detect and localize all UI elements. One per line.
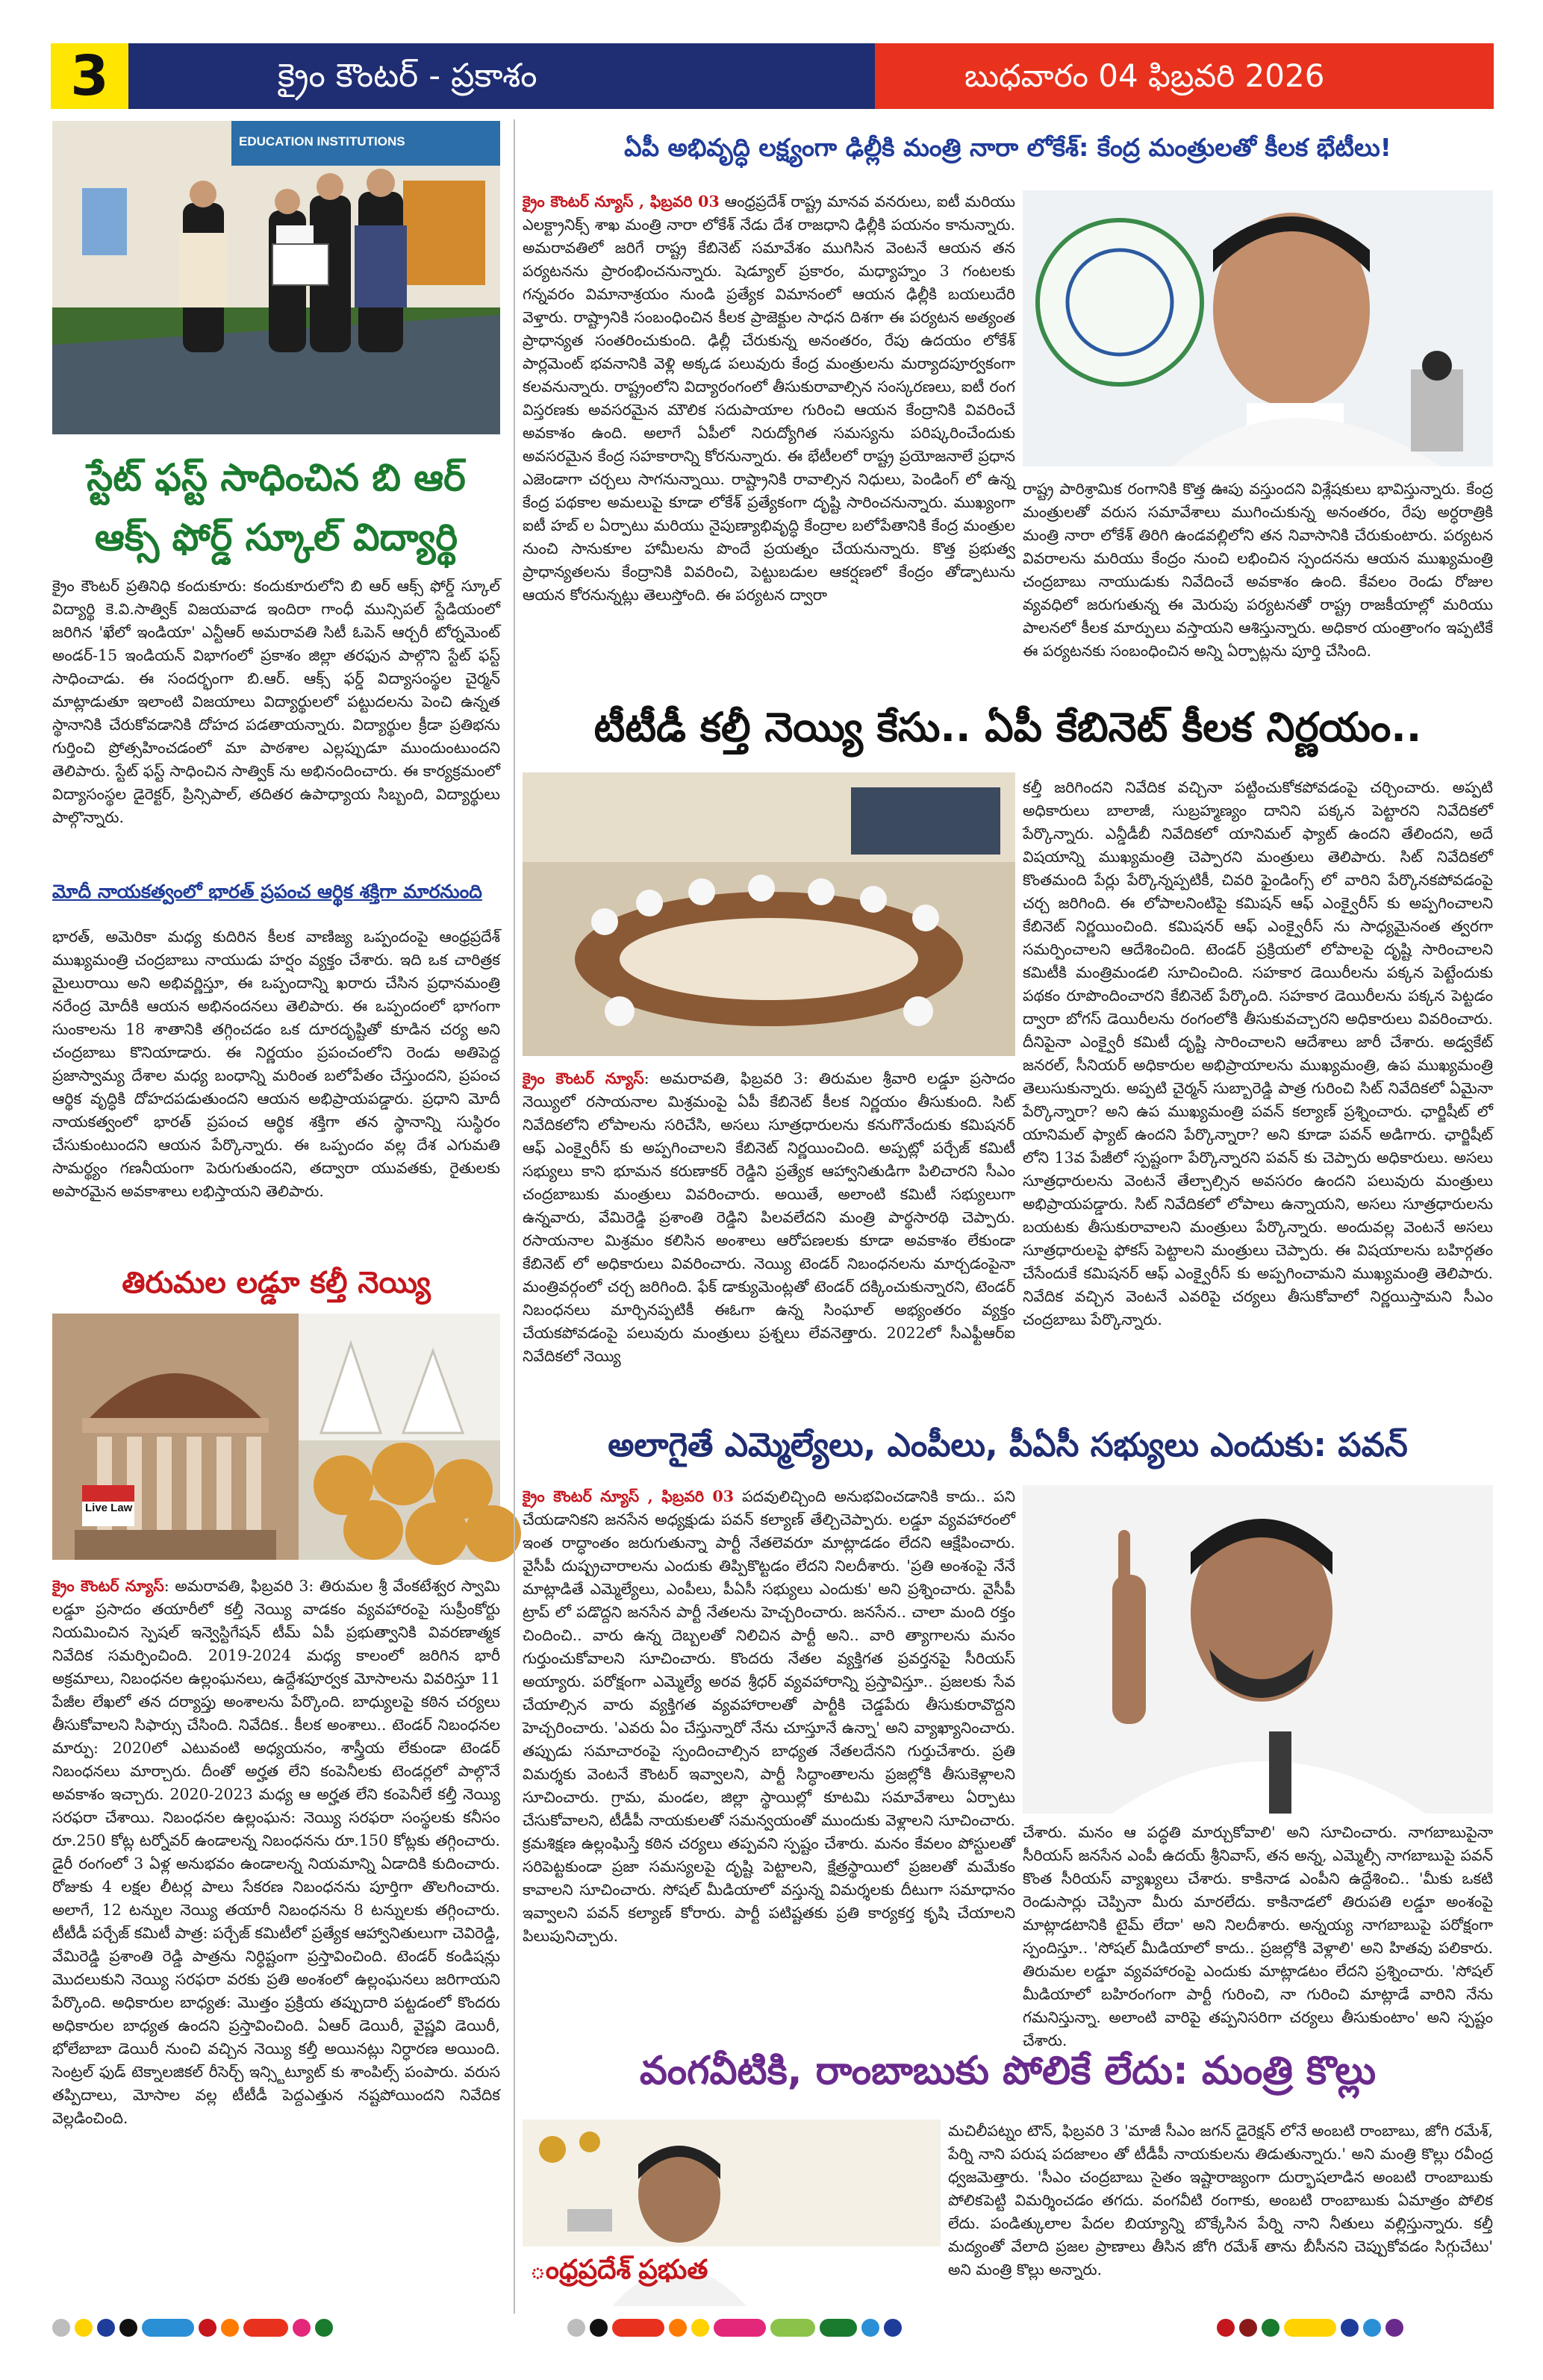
school-headline: స్టేట్ ఫస్ట్ సాధించిన బి ఆర్ ఆక్స్ ఫోర్డ్ స్కూల్ విద్యార్థి — [87, 456, 466, 559]
pawan-byline: క్రైం కౌంటర్ న్యూస్ , ఫిబ్రవరి 03 — [523, 1487, 735, 1505]
laddu-body — [52, 1575, 500, 2314]
laddu-headline: తిరుమల లడ్డూ కల్తీ నెయ్యి — [122, 1266, 431, 1300]
ttd-cabinet-text-left: : అమరావతి, ఫిబ్రవరి 3: తిరుమల శ్రీవారి లడ్డూ ప్రసాదం నెయ్యిలో రసాయనాల మిశ్రమంపై ఏపీ కేబినెట్ కీలక నిర్ణయం తీసుకుంది. సిట్ నివేదికలోని లోపాలను సరిచేసి, అసలు సూత్రధారులను కనుగొనేందుకు కమిషనర్ ఆఫ్ ఎంక్వైరీస్ కు అప్పగించాలని కేబినెట్ నిర్ణయించింది. అప్పట్లో పర్చేజ్ కమిటీ సభ్యులు కాని భూమన కరుణాకర్ రెడ్డిని ప్రత్యేక ఆహ్వానితుడిగా పిలిచారని సీఎం చంద్రబాబుకు మంత్రులు వివరించారు. అయితే, అలాంటి కమిటీ సభ్యులుగా ఉన్నవారు, వేమిరెడ్డి ప్రశాంతి రెడ్డిని పిలవలేదని మంత్రి పార్థసారథి చెప్పారు. రసాయనాల మిశ్రమం కలిసిన అంశాలు ఆరోపణలకు కూడా అవకాశం లేకుండా కేబినెట్ లో అధికారులు వివరించారు. నెయ్యి టెండర్ నిబంధనలను మార్చడంపైనా మంత్రివర్గంలో చర్చ జరిగింది. ఫేక్ డాక్యుమెంట్లతో టెండర్ దక్కించుకున్నారని, టెండర్ నిబంధనలు మార్చినప్పటికీ ఈఓగా ఉన్న సింఘాల్ అభ్యంతరం వ్యక్తం చేయకపోవడంపై పలువురు మంత్రులు ప్రశ్నలు లేవనెత్తారు. 2022లో సీఎఫ్టీఆర్ఐ నివేదికలో నెయ్యి — [523, 1069, 1015, 1365]
color-strip-middle — [567, 2318, 902, 2337]
laddu-court-photo — [52, 1314, 500, 1560]
ttd-cabinet-headline: టీటీడీ కల్తీ నెయ్యి కేసు.. ఏపీ కేబినెట్ కీలక నిర్ణయం.. — [593, 704, 1422, 751]
lokesh-body-right: రాష్ట్ర పారిశ్రామిక రంగానికి కొత్త ఊపు వస్తుందని విశ్లేషకులు భావిస్తున్నారు. కేంద్ర మంత్రులతో వరుస సమావేశాలు ముగించుకున్న అనంతరం, రేపు అర్ధరాత్రికి మంత్రి నారా లోకేశ్ తిరిగి ఉండవల్లిలోని తన నివాసానికి చేరుకుంటారు. పర్యటన వివరాలను మరియు కేంద్రం నుంచి లభించిన స్పందనను ఆయన ముఖ్యమంత్రి చంద్రబాబు నాయుడుకు నివేదించే అవకాశం ఉంది. కేవలం రెండు రోజుల వ్యవధిలో జరుగుతున్న ఈ మెరుపు పర్యటనతో రాష్ట్ర రాజకీయాల్లో మరియు పాలనలో కీలక మార్పులు వస్తాయని ఆశిస్తున్నారు. అధికార యంత్రాంగం ఇప్పటికే ఈ పర్యటనకు సంబంధించిన అన్ని ఏర్పాట్లను పూర్తి చేసింది. — [1023, 480, 1493, 660]
color-strip-left — [52, 2318, 333, 2337]
ttd-cabinet-byline: క్రైం కౌంటర్ న్యూస్ — [523, 1069, 644, 1087]
column-divider — [514, 119, 515, 2314]
laddu-byline: క్రైం కౌంటర్ న్యూస్ — [52, 1577, 164, 1595]
banner-text: ంధ్రప్రదేశ్ ప్రభుత — [530, 2254, 708, 2284]
modi-subhead: మోదీ నాయకత్వంలో భారత్ ప్రపంచ ఆర్థిక శక్తిగా మారనుంది — [52, 881, 482, 902]
pawan-headline: అలాగైతే ఎమ్మెల్యేలు, ఎంపీలు, పీఏసీ సభ్యులు ఎందుకు: పవన్ — [608, 1426, 1408, 1464]
pawan-text-left: పదవులిచ్చింది అనుభవించడానికి కాదు.. పని చేయడానికని జనసేన అధ్యక్షుడు పవన్ కల్యాణ్ తేల్చిచెప్పారు. లడ్డూ వ్యవహారంలో ఇంత రాద్ధాంతం జరుగుతున్నా పార్టీ నేతలెవరూ మాట్లాడడం లేదని ఆక్షేపించారు. వైసీపీ దుష్ప్రచారాలను ఎందుకు తిప్పికొట్టడం లేదని నిలదీశారు. 'ప్రతి అంశంపై నేనే మాట్లాడితే ఎమ్మెల్యేలు, ఎంపీలు, పీఏసీ సభ్యులు ఎందుకు' అని ప్రశ్నించారు. వైసీపీ ట్రాప్ లో పడొద్దని జనసేన పార్టీ నేతలను హెచ్చరించారు. జనసేన.. చాలా మంది రక్తం చిందించి.. వారు ఉన్న దెబ్బలతో నిలిచిన పార్టీ అని.. వారి త్యాగాలను మనం గుర్తుంచుకోవాలని సూచించారు. కొందరు నేతల వ్యక్తిగత ప్రవర్తనపై సీరియస్ అయ్యారు. పరోక్షంగా ఎమ్మెల్యే అరవ శ్రీధర్ వ్యవహారాన్ని ప్రస్తావిస్తూ.. ప్రజలకు సేవ చేయాల్సిన వారు వ్యక్తిగత వ్యవహారాలతో పార్టీకి చెడ్డపేరు తీసుకురావొద్దని హెచ్చరించారు. 'ఎవరు ఏం చేస్తున్నారో నేను చూస్తూనే ఉన్నా' అని వ్యాఖ్యానించారు. తప్పుడు సమాచారంపై స్పందించాల్సిన బాధ్యత నేతలదేనని గుర్తుచేశారు. ప్రతి విమర్శకు వెంటనే కౌంటర్ ఇవ్వాలని, పార్టీ సిద్ధాంతాలను ప్రజల్లోకి తీసుకెళ్లాలని సూచించారు. గ్రామ, మండల, జిల్లా స్థాయిల్లో కూటమి సమావేశాలు ఏర్పాటు చేసుకోవాలని, టీడీపీ నాయకులతో సమన్వయంతో ముందుకు వెళ్లాలని సూచించారు. క్రమశిక్షణ ఉల్లంఘిస్తే కఠిన చర్యలు తప్పవని స్పష్టం చేశారు. మనం కేవలం పోస్టులతో సరిపెట్టకుండా ప్రజా సమస్యలపై దృష్టి పెట్టాలని, క్షేత్రస్థాయిలో ప్రజలతో మమేకం కావాలని సూచించారు. సోషల్ మీడియాలో వస్తున్న విమర్శలకు దీటుగా సమాధానం ఇవ్వాలని పవన్ కల్యాణ్ కోరారు. పార్టీ పటిష్టతకు ప్రతి కార్యకర్త కృషి చేయాలని పిలుపునిచ్చారు. — [523, 1487, 1015, 1945]
live-law-label: Live Law — [85, 1502, 133, 1514]
masthead — [51, 43, 1494, 109]
cabinet-meeting-photo — [523, 772, 1015, 1056]
lokesh-body-left — [523, 190, 1015, 660]
modi-body: భారత్, అమెరికా మధ్య కుదిరిన కీలక వాణిజ్య ఒప్పందంపై ఆంధ్రప్రదేశ్ ముఖ్యమంత్రి చంద్రబాబు నాయుడు హర్షం వ్యక్తం చేశారు. ఇది ఒక చారిత్రక మైలురాయి అని అభివర్ణిస్తూ, ఈ ఒప్పందాన్ని ఖరారు చేసిన ప్రధానమంత్రి నరేంద్ర మోదీకి ఆయన అభినందనలు తెలిపారు. ఈ ఒప్పందంలో భాగంగా సుంకాలను 18 శాతానికి తగ్గించడం ఒక దూరదృష్టితో కూడిన చర్య అని చంద్రబాబు కొనియాడారు. ఈ నిర్ణయం ప్రపంచంలోని రెండు అతిపెద్ద ప్రజాస్వామ్య దేశాల మధ్య బంధాన్ని మరింత బలోపేతం చేస్తుందని, ప్రపంచ ఆర్థిక వృద్ధికి దోహదపడుతుందని ఆయన అభిప్రాయపడ్డారు. ప్రధాని మోదీ నాయకత్వంలో భారత్ ప్రపంచ ఆర్థిక శక్తిగా తన స్థానాన్ని సుస్థిరం చేసుకుంటుందని ఆయన పేర్కొన్నారు. ఈ ఒప్పందం వల్ల దేశ ఎగుమతి సామర్థ్యం గణనీయంగా పెరుగుతుందని, తద్వారా యువతకు, రైతులకు అపారమైన అవకాశాలు లభిస్తాయని తెలిపారు. — [52, 928, 500, 1200]
paper-title: క్రైం కౌంటర్ - ప్రకాశం — [128, 43, 875, 109]
ttd-cabinet-body-right: కల్తీ జరిగిందని నివేదిక వచ్చినా పట్టించుకోకపోవడంపై చర్చించారు. అప్పటి అధికారులు బాలాజీ, సుబ్రహ్మణ్యం దానిని పక్కన పెట్టారని నివేదికలో పేర్కొన్నారు. ఎన్డీడీబీ నివేదికలో యానిమల్ ఫ్యాట్ ఉందని తేలిందని, అదే విషయాన్ని ముఖ్యమంత్రి చెప్పారని మంత్రులు తెలిపారు. సిట్ నివేదికలో కొంతమంది పేర్లు పేర్కొన్నప్పటికీ, చివరి ఫైండింగ్స్ లో వారిని పేర్కొనకపోవడంపై చర్చ జరిగింది. ఈ లోపాలనింటిపై కమిషన్ ఆఫ్ ఎంక్వైరీస్ కు అప్పగించాలని కేబినెట్ నిర్ణయించింది. కమిషనర్ ఆఫ్ ఎంక్వైరీస్ ను సాధ్యమైనంత త్వరగా సమర్పించాలని ఆదేశించింది. టెండర్ ప్రక్రియలో లోపాలపై దృష్టి సారించాలని కమిటీకి మంత్రిమండలి సూచించింది. సహకార డెయిరీలను పక్కన పెట్టేందుకు పథకం రూపొందించారని కేబినెట్ పేర్కొంది. సహకార డెయిరీలను పక్కన పెట్టడం ద్వారా బోగస్ డెయిరీలను రంగంలోకి తీసుకువచ్చారని అధికారులు వివరించారు. దీనిపైనా ఎంక్వైరీ కమిటీ దృష్టి సారించాలని ఆదేశాలు జారీ చేశారు. అడ్వకేట్ జనరల్, సీనియర్ అధికారుల అభిప్రాయాలను ముఖ్యమంత్రి, ఉప ముఖ్యమంత్రి తెలుసుకున్నారు. అప్పటి చైర్మన్ సుబ్బారెడ్డి పాత్ర గురించి సిట్ నివేదికలో ఏమైనా పేర్కొన్నారా? అని ఉప ముఖ్యమంత్రి పవన్ కల్యాణ్ ప్రశ్నించారు. ఛార్జిషీట్ లో యానిమల్ ఫ్యాట్ ఉందని పేర్కొన్నారా? అని కూడా పవన్ అడిగారు. ఛార్జిషీట్ లోని 13వ పేజీలో స్పష్టంగా పేర్కొన్నారని పవన్ కు చెప్పారు అధికారులు. అసలు సూత్రధారులను వెంటనే తేల్చాల్సిన అవసరం ఉందని పలువురు మంత్రులు అభిప్రాయపడ్డారు. సిట్ నివేదికలో లోపాలు ఉన్నాయని, అసలు సూత్రధారులను బయటకు తీసుకురావాలని మంత్రులు పేర్కొన్నారు. అందువల్ల వెంటనే అసలు సూత్రధారులపై ఫోకస్ పెట్టాలని మంత్రులు చెప్పారు. ఈ విషయాలను బహిర్గతం చేసేందుకే కమిషనర్ ఆఫ్ ఎంక్వైరీస్ కు అప్పగించామని ముఖ్యమంత్రి తెలిపారు. నివేదిక వచ్చిన వెంటనే ఎవరిపై చర్యలు తీసుకోవాలో నిర్ణయిస్తామని సీఎం చంద్రబాబు పేర్కొన్నారు. — [1023, 778, 1493, 1328]
minister-kollu-photo — [523, 2120, 941, 2306]
pawan-body-right: చేశారు. మనం ఆ పద్ధతి మార్చుకోవాలి' అని సూచించారు. నాగబాబుపైనా సీరియస్ జనసేన ఎంపీ ఉదయ్ శ్రీనివాస్, తన అన్న, ఎమ్మెల్సీ నాగబాబుపై పవన్ కొంత సీరియస్ వ్యాఖ్యలు చేశారు. కాకినాడ ఎంపీని ఉద్దేశించి.. 'మీకు ఒకటి రెండుసార్లు చెప్పినా మీరు మారలేదు. కాకినాడలో తిరుపతి లడ్డూ అంశంపై మాట్లాడటానికి టైమ్ లేదా' అని నిలదీశారు. అన్నయ్య నాగబాబుపై పరోక్షంగా స్పందిస్తూ.. 'సోషల్ మీడియాలో కాదు.. ప్రజల్లోకి వెళ్లాలి' అని హితవు పలికారు. తిరుమల లడ్డూ వ్యవహారంపై ఎందుకు మాట్లాడటం లేదని ప్రశ్నించారు. 'సోషల్ మీడియాలో బహిరంగంగా పార్టీ గురించి, నా గురించి మాట్లాడే వారిని నేను గమనిస్తున్నా. అలాంటి వారిపై తప్పనిసరిగా చర్యలు తీసుకుంటాం' అని స్పష్టం చేశారు. — [1023, 1823, 1493, 2049]
lokesh-photo — [1023, 190, 1493, 466]
lokesh-headline: ఏపీ అభివృద్ధి లక్ష్యంగా ఢిల్లీకి మంత్రి నారా లోకేశ్: కేంద్ర మంత్రులతో కీలక భేటీలు! — [624, 133, 1391, 162]
color-strip-right — [1217, 2318, 1403, 2337]
pawan-body-left — [523, 1485, 1015, 2030]
lokesh-text-left: ఆంధ్రప్రదేశ్ రాష్ట్ర మానవ వనరులు, ఐటీ మరియు ఎలక్ట్రానిక్స్ శాఖ మంత్రి నారా లోకేశ్ నేడు దేశ రాజధాని ఢిల్లీకి పయనం కానున్నారు. అమరావతిలో జరిగే రాష్ట్ర కేబినెట్ సమావేశం ముగిసిన వెంటనే ఆయన తన పర్యటనను ప్రారంభించనున్నారు. షెడ్యూల్ ప్రకారం, మధ్యాహ్నం 3 గంటలకు గన్నవరం విమానాశ్రయం నుండి ప్రత్యేక విమానంలో ఆయన ఢిల్లీకి బయలుదేరి వెళ్తారు. రాష్ట్రానికి సంబంధించిన కీలక ప్రాజెక్టుల సాధన దిశగా ఈ పర్యటన అత్యంత ప్రాధాన్యత సంతరించుకుంది. ఢిల్లీ చేరుకున్న అనంతరం, రేపు ఉదయం లోకేశ్ పార్లమెంట్ భవనానికి వెళ్లి అక్కడ పలువురు కేంద్ర మంత్రులను మర్యాదపూర్వకంగా కలవనున్నారు. రాష్ట్రంలోని విద్యారంగంలో తీసుకురావాల్సిన సంస్కరణలు, ఐటీ రంగ విస్తరణకు అవసరమైన మౌలిక సదుపాయాల గురించి ఆయన కేంద్రానికి వివరించే అవకాశం ఉంది. అలాగే ఏపీలో నిరుద్యోగిత సమస్యను పరిష్కరించేందుకు అవసరమైన కేంద్ర సహకారాన్ని కోరనున్నారు. ఈ భేటీలలో రాష్ట్ర ప్రయోజనాలే ప్రధాన ఎజెండాగా చర్చలు సాగనున్నాయి. రాష్ట్రానికి రావాల్సిన నిధులు, పెండింగ్ లో ఉన్న కేంద్ర పథకాల అమలుపై కూడా లోకేశ్ ప్రత్యేకంగా దృష్టి సారించనున్నారు. ముఖ్యంగా ఐటీ హబ్ ల ఏర్పాటు మరియు నైపుణ్యాభివృద్ధి కేంద్రాల బలోపేతానికి కేంద్ర మంత్రుల నుంచి సానుకూల హామీలను పొందే ప్రయత్నం చేయనున్నారు. కొత్త ప్రభుత్వ ప్రాధాన్యతలను కేంద్రానికి వివరించి, పెట్టుబడుల ఆకర్షణలో కేంద్రం తోడ్పాటును ఆయన కోరనున్నట్లు తెలుస్తోంది. ఈ పర్యటన ద్వారా — [523, 193, 1015, 604]
vangaveeti-headline: వంగవీటికి, రాంబాబుకు పోలికే లేదు: మంత్రి కొల్లు — [639, 2049, 1377, 2093]
lokesh-byline: క్రైం కౌంటర్ న్యూస్ , ఫిబ్రవరి 03 — [523, 193, 720, 210]
issue-date: బుధవారం 04 ఫిబ్రవరి 2026 — [875, 43, 1494, 109]
school-body: క్రైం కౌంటర్ ప్రతినిధి కందుకూరు: కందుకూరులోని బి ఆర్ ఆక్స్ ఫోర్డ్ స్కూల్ విద్యార్థి కె.వి.సాత్విక్ విజయవాడ ఇందిరా గాంధీ మున్సిపల్ స్టేడియంలో జరిగిన 'ఖేలో ఇండియా' ఎన్టీఆర్ అమరావతి సిటీ ఓపెన్ ఆర్చరీ టోర్నమెంట్ అండర్-15 ఇండియన్ విభాగంలో ప్రకాశం జిల్లా తరఫున పాల్గొని స్టేట్ ఫస్ట్ సాధించాడు. ఈ సందర్భంగా బి.ఆర్. ఆక్స్ ఫర్డ్ విద్యాసంస్థల చైర్మన్ మాట్లాడుతూ ఇలాంటి విజయాలు విద్యార్థులలో పట్టుదలను పెంచి ఉన్నత స్థానానికి చేరుకోవడానికి దోహద పడతాయన్నారు. విద్యార్థుల క్రీడా ప్రతిభను గుర్తించి ప్రోత్సహించడంలో మా పాఠశాల ఎల్లప్పుడూ ముందుంటుందని తెలిపారు. స్టేట్ ఫస్ట్ సాధించిన సాత్విక్ ను అభినందించారు. ఈ కార్యక్రమంలో విద్యాసంస్థల డైరెక్టర్, ప్రిన్సిపాల్, తదితర ఉపాధ్యాయ సిబ్బంది, విద్యార్థులు పాల్గొన్నారు. — [52, 577, 500, 826]
page-number: 3 — [51, 43, 128, 109]
laddu-text: : అమరావతి, ఫిబ్రవరి 3: తిరుమల శ్రీ వేంకటేశ్వర స్వామి లడ్డూ ప్రసాదం తయారీలో కల్తీ నెయ్యి వాడకం వ్యవహారంపై సుప్రీంకోర్టు నియమించిన స్పెషల్ ఇన్వెస్టిగేషన్ టీమ్ ఏపీ ప్రభుత్వానికి వివరణాత్మక నివేదిక సమర్పించింది. 2019-2024 మధ్య కాలంలో జరిగిన భారీ అక్రమాలు, నిబంధనల ఉల్లంఘనలు, ఉద్దేశపూర్వక మోసాలను వివరిస్తూ 11 పేజీల లేఖలో తన దర్యాప్తు అంశాలను పేర్కొంది. బాధ్యులపై కఠిన చర్యలు తీసుకోవాలని సిఫార్సు చేసింది. నివేదిక.. కీలక అంశాలు.. టెండర్ నిబంధనల మార్పు: 2020లో ఎటువంటి అధ్యయనం, శాస్త్రీయ లేకుండా టెండర్ నిబంధనలు మార్చారు. దీంతో అర్హత లేని కంపెనీలకు టెండర్లలో పాల్గొనే అవకాశం ఇచ్చారు. 2020-2023 మధ్య ఆ అర్హత లేని కంపెనీలే కల్తీ నెయ్యి సరఫరా చేశాయి. నిబంధనల ఉల్లంఘన: నెయ్యి సరఫరా సంస్థలకు కనీసం రూ.250 కోట్ల టర్నోవర్ ఉండాలన్న నిబంధనను రూ.150 కోట్లకు తగ్గించారు. డైరీ రంగంలో 3 ఏళ్ల అనుభవం ఉండాలన్న నియమాన్ని ఏడాదికి కుదించారు. రోజుకు 4 లక్షల లీటర్ల పాలు సేకరణ నిబంధనను పూర్తిగా తొలగించారు. అలాగే, 12 టన్నుల నెయ్యి తయారీ నిబంధనను 8 టన్నులకు తగ్గించారు. టీటీడీ పర్చేజ్ కమిటీ పాత్ర: పర్చేజ్ కమిటీలో ప్రత్యేక ఆహ్వానితులుగా చెవిరెడ్డి, వేమిరెడ్డి ప్రశాంతి రెడ్డి పాత్రను నిర్ధిష్టంగా ప్రస్తావించింది. టెండర్ కండిషన్లు మొదలుకుని నెయ్యి సరఫరా వరకు ప్రతి అంశంలో ఉల్లంఘనలు జరిగాయని పేర్కొంది. అధికారుల బాధ్యత: మొత్తం ప్రక్రియ తప్పుదారి పట్టడంలో కొందరు అధికారుల బాధ్యత ఉందని ప్రస్తావించింది. ఏఆర్ డెయిరీ, వైష్ణవి డెయిరీ, భోలేబాబా డెయిరీ నుంచి వచ్చిన నెయ్యి కల్తీ అయినట్లు నిర్ధారణ అయింది. సెంట్రల్ ఫుడ్ టెక్నాలజికల్ రీసెర్చ్ ఇన్స్టిట్యూట్ కు శాంపిల్స్ పంపారు. వరుస తప్పిదాలు, మోసాల వల్ల టీటీడీ పెద్దఎత్తున నష్టపోయిందని నివేదిక వెల్లడించింది. — [52, 1577, 500, 2127]
vangaveeti-body: మచిలీపట్నం టౌన్, ఫిబ్రవరి 3 'మాజీ సీఎం జగన్ డైరెక్షన్ లోనే అంబటి రాంబాబు, జోగి రమేశ్, పేర్ని నాని పరుష పదజాలం తో టీడీపీ నాయకులను తిడుతున్నారు.' అని మంత్రి కొల్లు రవీంద్ర ధ్వజమెత్తారు. 'సీఎం చంద్రబాబు సైతం ఇష్టారాజ్యంగా దుర్భాషలాడిన అంబటి రాంబాబుకు పోలికపెట్టి విమర్శించడం తగదు. వంగవీటి రంగాకు, అంబటి రాంబాబుకు ఏమాత్రం పోలిక లేదు. పండిత్కులాల పేదల బియ్యాన్ని బొక్కేసిన పేర్ని నాని నీతులు వల్లిస్తున్నారు. కల్తీ మద్యంతో వేలాది ప్రజల ప్రాణాలు తీసిన జోగి రమేశ్ తాను బీసీనని చెప్పుకోవడం సిగ్గుచేటు' అని మంత్రి కొల్లు అన్నారు. — [948, 2122, 1493, 2279]
pawan-kalyan-photo — [1023, 1485, 1493, 1814]
school-sign-text: EDUCATION INSTITUTIONS — [239, 134, 405, 149]
school-award-photo — [52, 121, 500, 434]
ttd-cabinet-body-left — [523, 1067, 1015, 1422]
